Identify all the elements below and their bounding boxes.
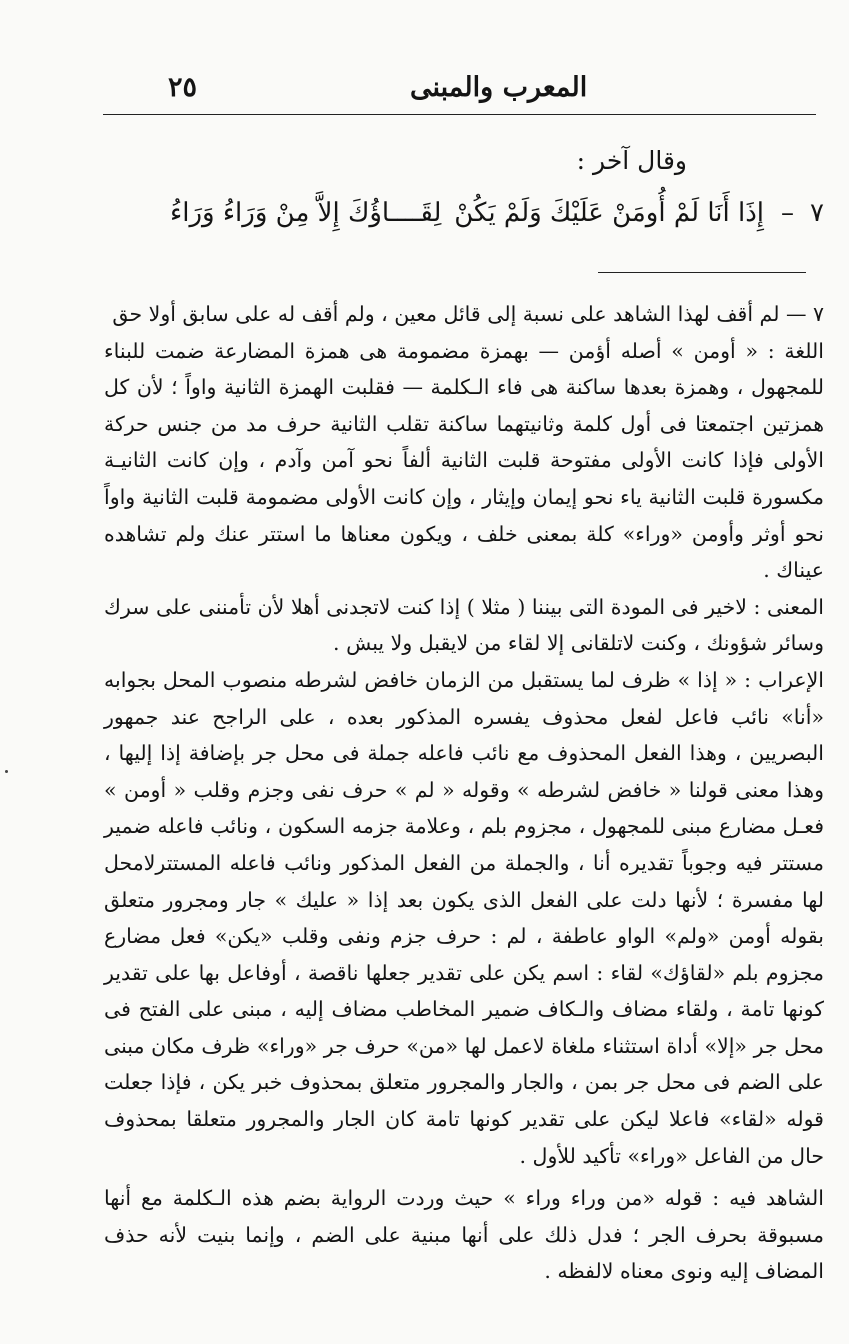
footnote-attribution: ٧ — لم أقف لهذا الشاهد على نسبة إلى قائل معين ، ولم أقف له على سابق أولا حق [112,302,824,326]
page-number: ٢٥ [168,72,198,103]
verse-first-hemistich: إِذَا أَنَا لَمْ أُومَنْ عَلَيْكَ وَلَمْ يَكُنْ [454,198,764,228]
page-header [150,68,820,114]
footnote-irab: الإعراب : « إذا » ظرف لما يستقبل من الزمان خافض لشرطه منصوب المحل بجوابه «أنا» نائب فاعل لفعل محذوف يفسره المذكور بعده ، على الراجح عند جمهور البصريين ، وهذا الفعل المحذوف مع نائب فاعله جملة فى محل جر بإضافة إذا إليها ، وهذا معنى قولنا « خافض لشرطه » وقوله « لم » حرف نفى وجزم وقلب « أومن » فعـل مضارع مبنى للمجهول ، مجزوم بلم ، وعلامة جزمه السكون ، ونائب فاعله ضمير مستتر فيه وجوباً تقديره أنا ، والجملة من الفعل المذكور ونائب فاعله المستترلامحل لها مفسرة ؛ لأنها دلت على الفعل الذى يكون بعد إذا « عليك » جار ومجرور متعلق بقوله أومن «ولم» الواو عاطفة ، لم : حرف جزم ونفى وقلب «يكن» فعل مضارع مجزوم بلم «لقاؤك» لقاء : اسم يكن على تقدير جعلها ناقصة ، أوفاعل بها على تقدير كونها تامة ، ولقاء مضاف والـكاف ضمير المخاطب مضاف إليه ، مبنى على الفتح فى محل جر «إلا» أداة استثناء ملغاة لاعمل لها «من» حرف جر «وراء» ظرف مكان مبنى على الضم فى محل جر بمن ، والجار والمجرور متعلق بمحذوف خبر يكن ، فإذا جعلت قوله «لقاء» فاعلا ليكن على تقدير كونها تامة كان الجار والمجرور متعلقا بمحذوف حال من الفاعل «وراء» تأكيد للأول . [104,667,824,1168]
header-rule [103,114,816,115]
footnote-shahid: الشاهد فيه : قوله «من وراء وراء » حيث وردت الرواية بضم هذه الـكلمة مع أنها مسبوقة بحرف الجر ؛ فدل ذلك على أنها مبنية على الضم ، وإنما بنيت لأنه حذف المضاف إليه ونوى معناه لالفظه . [104,1186,824,1284]
verse-line [170,196,824,240]
footnote-lugha: اللغة : « أومن » أصله أؤمن — بهمزة مضمومة هى همزة المضارعة ضمت للبناء للمجهول ، وهمزة بعدها ساكنة هى فاء الـكلمة — فقلبت الهمزة الثانية واواً ؛ لأن كل همزتين اجتمعتا فى أول كلمة وثانيتهما ساكنة تقلب الثانية حرف مد من جنس حركة الأولى فإذا كانت الأولى مفتوحة قلبت الثانية ألفاً نحو آمن وآدم ، وإن كانت الثانيـة مكسورة قلبت الثانية ياء نحو إيمان وإيثار ، وإن كانت الأولى مضمومة قلبت الثانية واواً نحو أوثر وأومن «وراء» كلة بمعنى خلف ، ويكون معناها ما استتر عنك ولم تشاهده عيناك . [104,338,824,583]
footnote-body [104,296,824,1290]
verse-second-hemistich: لِقَــــاؤُكَ إِلاَّ مِنْ وَرَاءُ وَرَاءُ [170,198,442,228]
running-title: المعرب والمبنى [410,72,588,103]
margin-speck [5,770,8,773]
verse-intro: وقال آخر : [576,146,687,175]
verse-dash: – [781,198,794,228]
verse-number: ٧ [810,198,824,228]
footnote-rule [598,272,806,273]
footnote-maana: المعنى : لاخير فى المودة التى بيننا ( مثلا ) إذا كنت لاتجدنى أهلا لأن تأمننى على سرك وسائر شؤونك ، وكنت لاتلقانى إلا لقاء من لايقبل ولا يبش . [104,594,824,656]
